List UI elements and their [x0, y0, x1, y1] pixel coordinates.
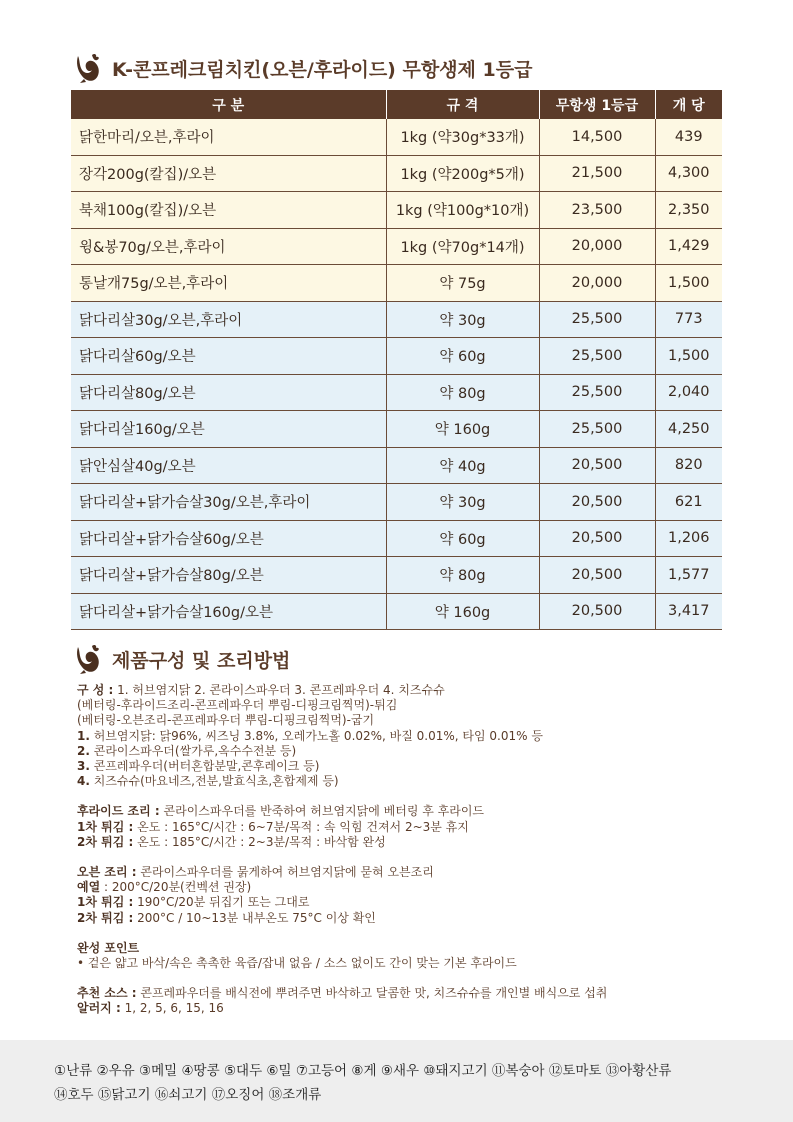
- product-price: 20,500: [539, 520, 655, 557]
- product-unit-price: 1,500: [655, 338, 722, 375]
- product-spec: 약 60g: [386, 520, 539, 557]
- composition-detail: (베터링-오븐조리-콘프레파우더 뿌림-디핑크림찍먹)-굽기: [77, 713, 375, 728]
- product-name: 닭한마리/오븐,후라이: [71, 119, 386, 155]
- product-unit-price: 2,350: [655, 192, 722, 229]
- allergen-item: ⑬아황산류: [605, 1063, 672, 1079]
- oven-method: [77, 865, 737, 880]
- ingredient-number: 2.: [77, 743, 90, 758]
- product-unit-price: 1,206: [655, 520, 722, 557]
- allergen-footer: [0, 1040, 793, 1122]
- recipe-description: [77, 683, 737, 1017]
- product-name: 통날개75g/오븐,후라이: [71, 265, 386, 302]
- sauce-text: 콘프레파우더를 배식전에 뿌려주면 바삭하고 달콤한 맛, 치즈슈슈를 개인별 배식으로 섭취: [136, 986, 608, 1001]
- product-name: 닭다리살+닭가슴살60g/오븐: [71, 520, 386, 557]
- product-unit-price: 820: [655, 447, 722, 484]
- oven-text: 콘라이스파우더를 묽게하여 허브염지닭에 묻혀 오븐조리: [136, 865, 434, 880]
- header-unit-price: 개 당: [655, 90, 722, 119]
- allergy-text: 1, 2, 5, 6, 15, 16: [120, 1001, 224, 1016]
- header-spec: 규 격: [386, 90, 539, 119]
- rooster-logo-icon: [72, 52, 102, 84]
- product-price: 14,500: [539, 119, 655, 155]
- ingredient-text: 치즈슈슈(마요네즈,전분,발효식초,혼합제제 등): [89, 774, 339, 789]
- composition-text: 1. 허브염지닭 2. 콘라이스파우더 3. 콘프레파우더 4. 치즈슈슈: [113, 683, 445, 697]
- ingredient-item: [77, 759, 737, 774]
- oven-preheat: [77, 880, 737, 895]
- product-price: 20,500: [539, 484, 655, 521]
- finish-point-text: • 겉은 얇고 바삭/속은 촉촉한 육즙/잡내 없음 / 소스 없이도 간이 맞는 기본 후라이드: [77, 956, 517, 971]
- preheat-text: : 200°C/20분(컨벡션 권장): [100, 880, 252, 895]
- product-spec: 약 60g: [386, 338, 539, 375]
- step-label: 1차 튀김 :: [77, 819, 134, 834]
- product-price: 20,500: [539, 557, 655, 594]
- product-spec: 약 40g: [386, 447, 539, 484]
- allergen-item: ⑮닭고기: [97, 1087, 151, 1103]
- rooster-logo-icon: [72, 643, 102, 675]
- table-header-row: [71, 90, 722, 119]
- ingredient-text: 허브염지닭: 닭96%, 씨즈닝 3.8%, 오레가노홀 0.02%, 바질 0.01%, 타임 0.01% 등: [89, 728, 543, 743]
- product-price: 20,500: [539, 447, 655, 484]
- fried-step: [77, 820, 737, 835]
- product-name: 닭다리살+닭가슴살30g/오븐,후라이: [71, 484, 386, 521]
- allergen-item: ⑥밀: [266, 1063, 292, 1079]
- table-row: [71, 520, 722, 557]
- allergen-item: ②우유: [96, 1063, 135, 1079]
- fried-label: 후라이드 조리 :: [77, 804, 160, 819]
- allergen-list: [54, 1059, 754, 1107]
- product-unit-price: 773: [655, 301, 722, 338]
- step-text: 190°C/20분 뒤집기 또는 그대로: [133, 895, 310, 910]
- allergen-item: ⑱조개류: [268, 1087, 322, 1103]
- ingredient-text: 콘프레파우더(버터혼합분말,콘후레이크 등): [89, 759, 320, 774]
- oven-step: [77, 911, 737, 926]
- product-name: 닭다리살160g/오븐: [71, 411, 386, 448]
- product-price: 25,500: [539, 374, 655, 411]
- product-spec: 1kg (약70g*14개): [386, 228, 539, 265]
- finish-point-label: 완성 포인트: [77, 940, 140, 955]
- composition-detail: (베터링-후라이드조리-콘프레파우더 뿌림-디핑크림찍먹)-튀김: [77, 698, 398, 713]
- product-unit-price: 2,040: [655, 374, 722, 411]
- product-name: 북채100g(칼집)/오븐: [71, 192, 386, 229]
- allergen-item: ⑤대두: [223, 1063, 263, 1079]
- product-spec: 약 75g: [386, 265, 539, 302]
- step-label: 2차 튀김 :: [77, 910, 134, 925]
- section-title: [72, 643, 290, 675]
- product-name: 장각200g(칼집)/오븐: [71, 155, 386, 192]
- table-row: [71, 374, 722, 411]
- product-spec: 약 30g: [386, 484, 539, 521]
- oven-label: 오븐 조리 :: [77, 865, 137, 880]
- table-row: [71, 228, 722, 265]
- product-price: 25,500: [539, 338, 655, 375]
- allergen-item: ⑨새우: [380, 1063, 420, 1079]
- ingredient-number: 4.: [77, 774, 90, 789]
- ingredient-item: [77, 744, 737, 759]
- product-name: 닭안심살40g/오븐: [71, 447, 386, 484]
- product-unit-price: 1,577: [655, 557, 722, 594]
- table-row: [71, 301, 722, 338]
- allergen-item: ⑩돼지고기: [423, 1063, 488, 1079]
- product-unit-price: 1,429: [655, 228, 722, 265]
- product-price: 20,000: [539, 265, 655, 302]
- product-spec: 약 80g: [386, 374, 539, 411]
- product-price: 21,500: [539, 155, 655, 192]
- product-unit-price: 439: [655, 119, 722, 155]
- product-name: 윙&봉70g/오븐,후라이: [71, 228, 386, 265]
- ingredient-text: 콘라이스파우더(쌀가루,옥수수전분 등): [89, 743, 297, 758]
- product-name: 닭다리살+닭가슴살160g/오븐: [71, 593, 386, 630]
- allergy-label: 알러지 :: [77, 1001, 121, 1016]
- product-spec: 1kg (약100g*10개): [386, 192, 539, 229]
- ingredient-number: 3.: [77, 759, 90, 774]
- step-label: 1차 튀김 :: [77, 895, 134, 910]
- allergen-item: ⑧게: [351, 1063, 377, 1079]
- finish-point-heading: [77, 941, 737, 956]
- product-price: 20,500: [539, 593, 655, 630]
- allergen-item: ⑯쇠고기: [154, 1087, 208, 1103]
- table-row: [71, 265, 722, 302]
- composition-line: [77, 683, 737, 698]
- table-row: [71, 155, 722, 192]
- product-spec: 약 80g: [386, 557, 539, 594]
- table-row: [71, 192, 722, 229]
- fried-step: [77, 835, 737, 850]
- product-price: 20,000: [539, 228, 655, 265]
- ingredient-number: 1.: [77, 728, 90, 743]
- allergen-item: ⑰오징어: [211, 1087, 265, 1103]
- product-spec: 약 160g: [386, 593, 539, 630]
- fried-text: 콘라이스파우더를 반죽하여 허브염지닭에 베터링 후 후라이드: [159, 804, 484, 819]
- composition-label: 구 성 :: [77, 683, 114, 697]
- step-text: 200°C / 10~13분 내부온도 75°C 이상 확인: [133, 910, 376, 925]
- allergen-item: ⑭호두: [54, 1087, 94, 1103]
- product-unit-price: 3,417: [655, 593, 722, 630]
- preheat-label: 예열: [77, 880, 101, 895]
- step-text: 온도 : 185°C/시간 : 2~3분/목적 : 바삭함 완성: [133, 834, 386, 849]
- product-unit-price: 1,500: [655, 265, 722, 302]
- product-unit-price: 4,300: [655, 155, 722, 192]
- page-title: [72, 52, 532, 84]
- table-row: [71, 484, 722, 521]
- product-price: 25,500: [539, 301, 655, 338]
- product-price: 25,500: [539, 411, 655, 448]
- ingredient-item: [77, 774, 737, 789]
- header-price: 무항생 1등급: [539, 90, 655, 119]
- table-row: [71, 338, 722, 375]
- table-row: [71, 119, 722, 155]
- section-title-text: 제품구성 및 조리방법: [112, 649, 291, 672]
- table-row: [71, 593, 722, 630]
- product-unit-price: 621: [655, 484, 722, 521]
- product-spec: 1kg (약200g*5개): [386, 155, 539, 192]
- product-name: 닭다리살80g/오븐: [71, 374, 386, 411]
- price-table: [71, 90, 722, 630]
- header-category: 구 분: [71, 90, 386, 119]
- allergen-item: ①난류: [54, 1063, 93, 1079]
- allergy-line: [77, 1001, 737, 1016]
- product-name: 닭다리살30g/오븐,후라이: [71, 301, 386, 338]
- product-unit-price: 4,250: [655, 411, 722, 448]
- allergen-item: ⑦고등어: [295, 1063, 348, 1079]
- product-price: 23,500: [539, 192, 655, 229]
- product-name: 닭다리살60g/오븐: [71, 338, 386, 375]
- oven-step: [77, 895, 737, 910]
- product-name: 닭다리살+닭가슴살80g/오븐: [71, 557, 386, 594]
- allergen-item: ⑫토마토: [548, 1063, 602, 1079]
- product-spec: 약 160g: [386, 411, 539, 448]
- product-spec: 약 30g: [386, 301, 539, 338]
- recommended-sauce: [77, 986, 737, 1001]
- product-spec: 1kg (약30g*33개): [386, 119, 539, 155]
- fried-method: [77, 804, 737, 819]
- table-row: [71, 447, 722, 484]
- table-row: [71, 557, 722, 594]
- ingredient-item: [77, 729, 737, 744]
- step-label: 2차 튀김 :: [77, 834, 134, 849]
- sauce-label: 추천 소스 :: [77, 986, 137, 1001]
- title-text: K-콘프레크림치킨(오븐/후라이드) 무항생제 1등급: [112, 58, 533, 81]
- allergen-item: ⑪복숭아: [491, 1063, 545, 1079]
- allergen-item: ③메밀: [138, 1063, 178, 1079]
- allergen-item: ④땅콩: [181, 1063, 220, 1079]
- step-text: 온도 : 165°C/시간 : 6~7분/목적 : 속 익힘 건져서 2~3분 휴지: [133, 819, 469, 834]
- table-row: [71, 411, 722, 448]
